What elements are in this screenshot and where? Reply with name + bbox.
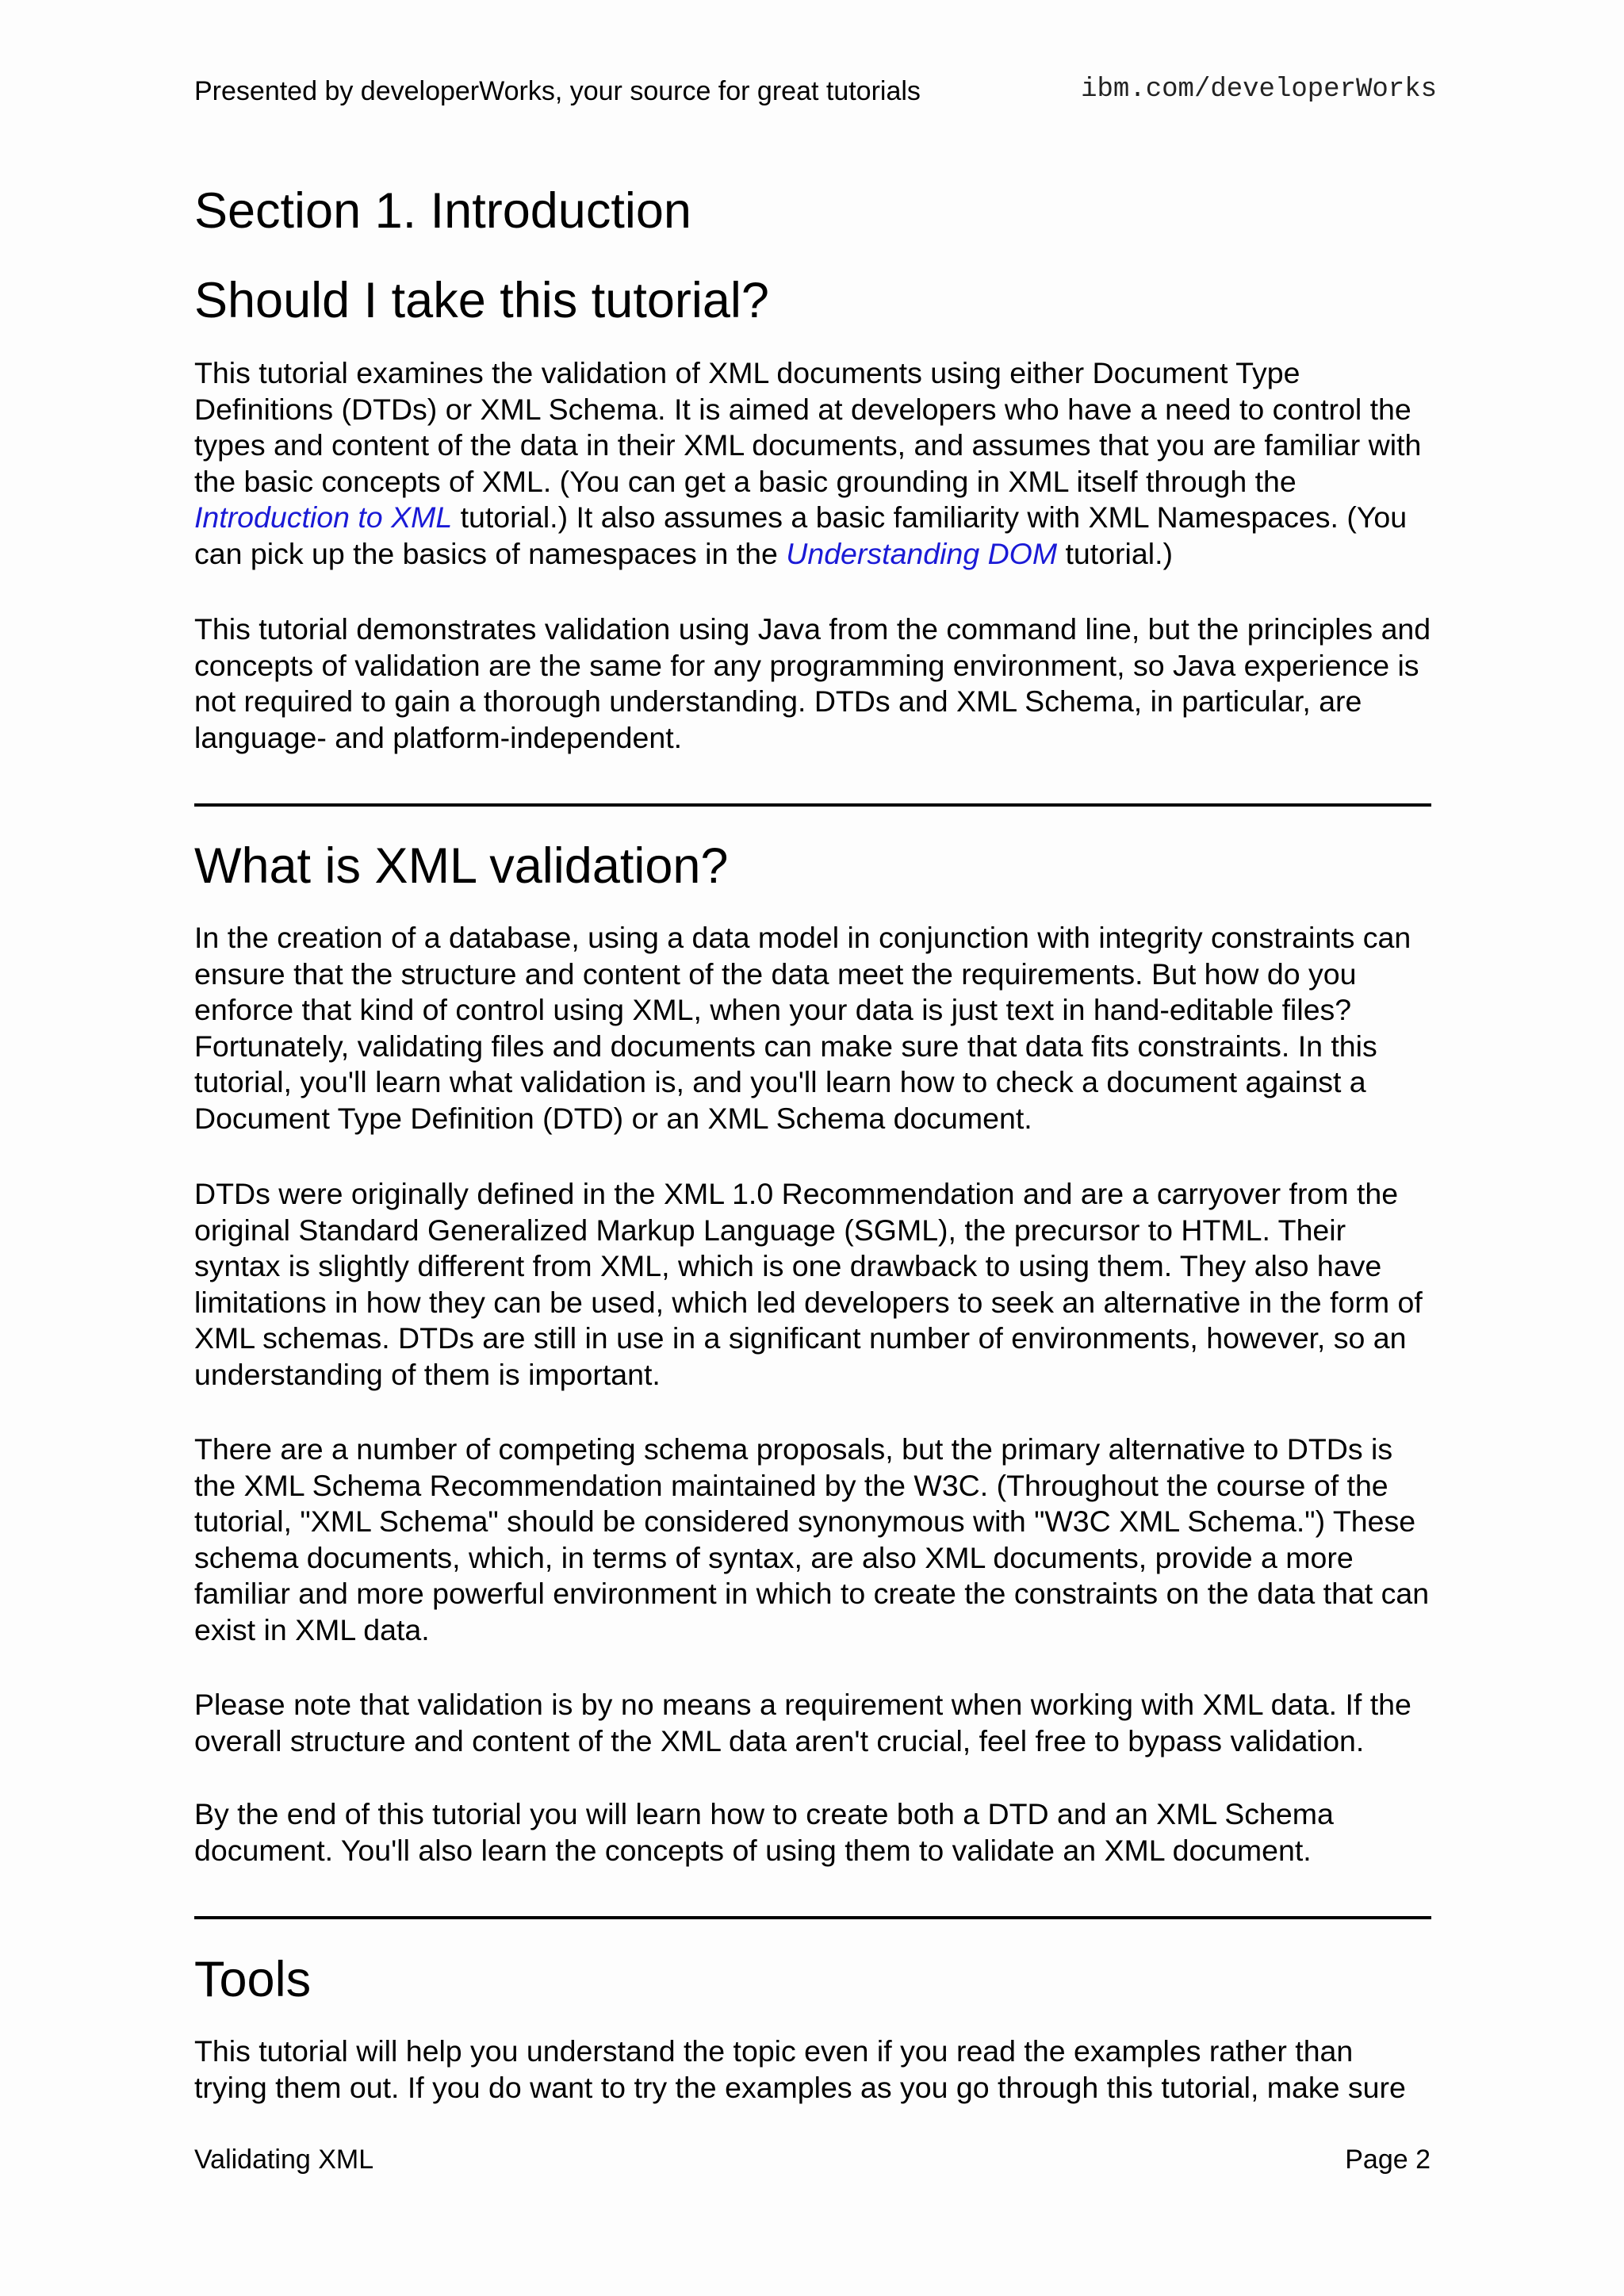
heading-what-is-xml-validation: What is XML validation?: [194, 838, 729, 894]
section-title: Section 1. Introduction: [194, 183, 691, 239]
paragraph-what-is-2: DTDs were originally defined in the XML 1.0 Recommendation and are a carryover from the original Standard Generalized Markup Language (SGML), the precursor to HTML. Their syntax is slightly different from XML, which is one drawback to using them. They also have limitations in how they can be used, which led developers to seek an alternative in the form of XML schemas. DTDs are still in use in a significant number of environments, however, so an understanding of them is important.: [194, 1177, 1423, 1391]
footer-page-number: Page 2: [1345, 2145, 1431, 2175]
section-divider: [194, 803, 1431, 807]
paragraph-what-is-3: There are a number of competing schema proposals, but the primary alternative to DTDs is the XML Schema Recommendation maintained by the W3C. (Throughout the course of the tutorial, "XML Schema" should be considered synonymous with "W3C XML Schema.") These schema documents, which, in terms of syntax, are also XML documents, provide a more familiar and more powerful environment in which to create the constraints on the data that can exist in XML data.: [194, 1432, 1430, 1646]
footer-title: Validating XML: [194, 2145, 374, 2175]
header-tagline: Presented by developerWorks, your source for great tutorials: [194, 76, 921, 106]
link-introduction-to-xml[interactable]: Introduction to XML: [194, 500, 453, 534]
paragraph-what-is-5: By the end of this tutorial you will learn how to create both a DTD and an XML Schema document. You'll also learn the concepts of using them to validate an XML document.: [194, 1797, 1334, 1867]
heading-should-i-take: Should I take this tutorial?: [194, 273, 769, 328]
link-understanding-dom[interactable]: Understanding DOM: [786, 536, 1058, 570]
heading-tools: Tools: [194, 1952, 312, 2007]
section-divider: [194, 1916, 1431, 1919]
header-site: ibm.com/developerWorks: [1081, 75, 1437, 105]
paragraph-intro: This tutorial examines the validation of XML documents using either Document Type Definitions (DTDs) or XML Schema. It is aimed at developers who have a need to control the types and content of the data in their XML documents, and assumes that you are familiar with the basic concepts of XML. (You can get a basic grounding in XML itself through the Introduction to XML tutorial.) It also assumes a basic familiarity with XML Namespaces. (You can pick up the basics of namespaces in the Understanding DOM tutorial.): [194, 356, 1422, 570]
paragraph-what-is-1: In the creation of a database, using a data model in conjunction with integrity constraints can ensure that the structure and content of the data meet the requirements. But how do you enforce that kind of control using XML, when your data is just text in hand-editable files? Fortunately, validating files and documents can make sure that data fits constraints. In this tutorial, you'll learn what validation is, and you'll learn how to check a document against a Document Type Definition (DTD) or an XML Schema document.: [194, 921, 1411, 1135]
paragraph-java: This tutorial demonstrates validation using Java from the command line, but the principles and concepts of validation are the same for any programming environment, so Java experience is not required to gain a thorough understanding. DTDs and XML Schema, in particular, are language- and platform-independent.: [194, 612, 1431, 754]
paragraph-what-is-4: Please note that validation is by no means a requirement when working with XML data. If the overall structure and content of the XML data aren't crucial, feel free to bypass validation.: [194, 1688, 1411, 1757]
paragraph-tools: This tutorial will help you understand the topic even if you read the examples rather than trying them out. If you do want to try the examples as you go through this tutorial, make sure: [194, 2034, 1406, 2104]
